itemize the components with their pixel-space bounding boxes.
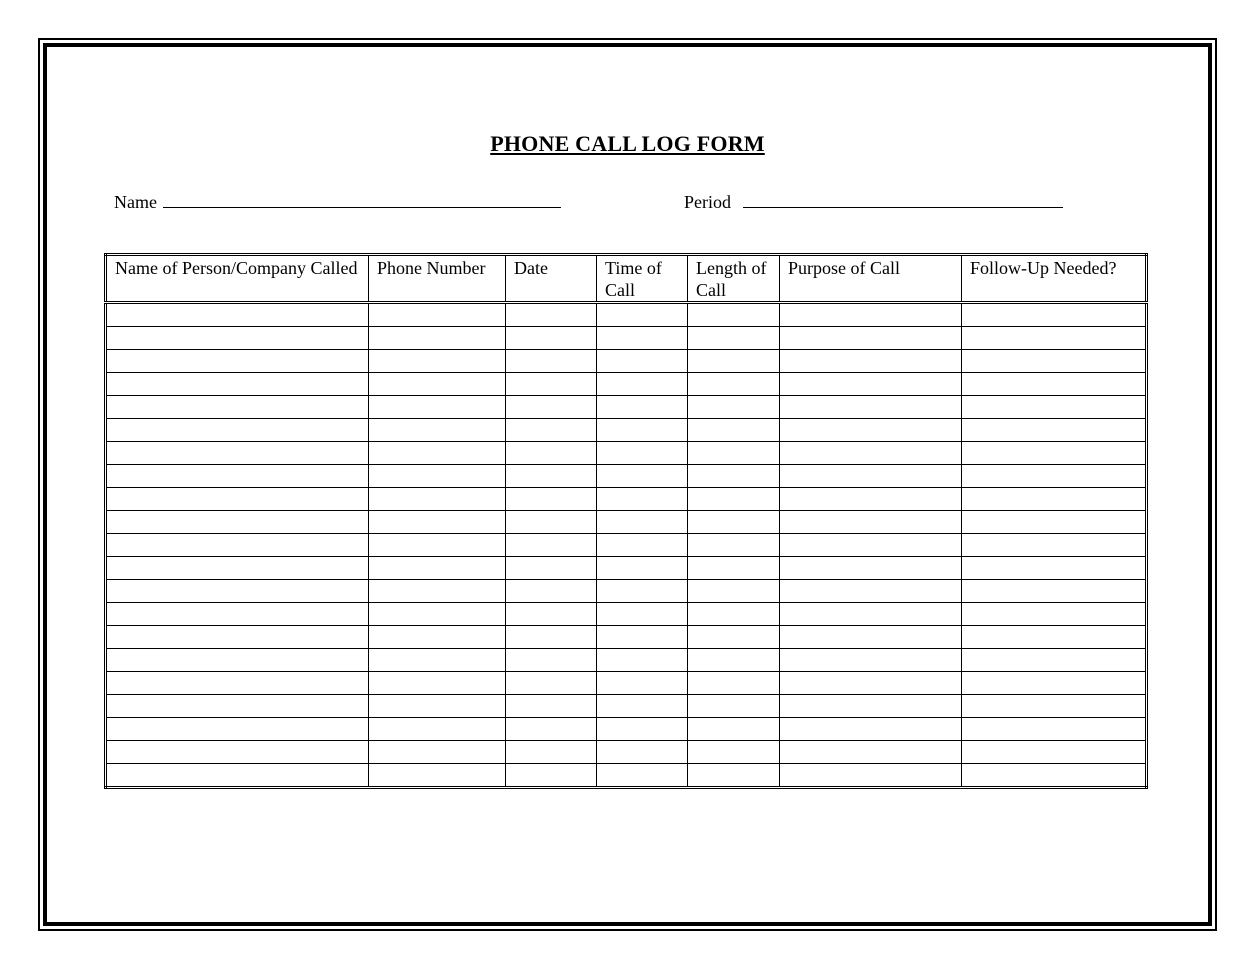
table-cell[interactable] — [962, 442, 1147, 465]
table-cell[interactable] — [369, 718, 506, 741]
table-cell[interactable] — [506, 442, 597, 465]
table-cell[interactable] — [780, 511, 962, 534]
table-row — [106, 741, 1147, 764]
table-cell[interactable] — [688, 580, 780, 603]
table-body — [106, 303, 1147, 788]
table-cell[interactable] — [688, 442, 780, 465]
table-cell[interactable] — [506, 557, 597, 580]
table-cell[interactable] — [962, 580, 1147, 603]
table-cell[interactable] — [369, 534, 506, 557]
table-cell[interactable] — [506, 718, 597, 741]
table-cell[interactable] — [688, 557, 780, 580]
table-cell[interactable] — [106, 580, 369, 603]
name-field — [114, 191, 561, 213]
table-cell[interactable] — [780, 303, 962, 327]
table-cell[interactable] — [962, 488, 1147, 511]
table-header-row — [106, 255, 1147, 303]
table-cell[interactable] — [369, 557, 506, 580]
table-row — [106, 396, 1147, 419]
table-cell[interactable] — [688, 695, 780, 718]
table-row — [106, 718, 1147, 741]
column-header-length-of-call: Length of Call — [688, 255, 780, 303]
table-cell[interactable] — [106, 511, 369, 534]
table-cell[interactable] — [780, 534, 962, 557]
table-row — [106, 373, 1147, 396]
table-cell[interactable] — [780, 465, 962, 488]
table-cell[interactable] — [688, 419, 780, 442]
table-cell[interactable] — [597, 350, 688, 373]
table-cell[interactable] — [106, 764, 369, 788]
table-cell[interactable] — [688, 396, 780, 419]
table-row — [106, 534, 1147, 557]
table-cell[interactable] — [106, 419, 369, 442]
column-header-purpose-of-call: Purpose of Call — [780, 255, 962, 303]
table-cell[interactable] — [597, 488, 688, 511]
table-cell[interactable] — [962, 373, 1147, 396]
call-log-table — [104, 253, 1148, 789]
table-cell[interactable] — [506, 419, 597, 442]
table-row — [106, 695, 1147, 718]
table-cell[interactable] — [597, 557, 688, 580]
table-cell[interactable] — [369, 396, 506, 419]
column-header-time-of-call: Time of Call — [597, 255, 688, 303]
period-label: Period — [684, 192, 731, 212]
table-cell[interactable] — [369, 511, 506, 534]
table-cell[interactable] — [780, 764, 962, 788]
table-cell[interactable] — [780, 327, 962, 350]
table-cell[interactable] — [780, 373, 962, 396]
table-cell[interactable] — [369, 695, 506, 718]
table-cell[interactable] — [369, 580, 506, 603]
table-cell[interactable] — [597, 672, 688, 695]
table-cell[interactable] — [106, 718, 369, 741]
table-cell[interactable] — [106, 465, 369, 488]
table-cell[interactable] — [597, 373, 688, 396]
table-cell[interactable] — [780, 649, 962, 672]
table-cell[interactable] — [369, 373, 506, 396]
table-cell[interactable] — [106, 350, 369, 373]
table-cell[interactable] — [962, 511, 1147, 534]
table-cell[interactable] — [597, 419, 688, 442]
table-row — [106, 488, 1147, 511]
table-cell[interactable] — [688, 741, 780, 764]
table-cell[interactable] — [106, 488, 369, 511]
table-cell[interactable] — [962, 603, 1147, 626]
table-cell[interactable] — [688, 534, 780, 557]
table-cell[interactable] — [597, 649, 688, 672]
table-cell[interactable] — [962, 396, 1147, 419]
table-cell[interactable] — [688, 672, 780, 695]
table-cell[interactable] — [597, 396, 688, 419]
table-cell[interactable] — [962, 465, 1147, 488]
column-header-name: Name of Person/Company Called — [106, 255, 369, 303]
table-row — [106, 511, 1147, 534]
table-cell[interactable] — [106, 672, 369, 695]
table-cell[interactable] — [597, 511, 688, 534]
table-cell[interactable] — [597, 303, 688, 327]
table-cell[interactable] — [106, 373, 369, 396]
table-cell[interactable] — [597, 603, 688, 626]
table-cell[interactable] — [506, 350, 597, 373]
table-row — [106, 327, 1147, 350]
table-cell[interactable] — [688, 350, 780, 373]
table-row — [106, 580, 1147, 603]
table-cell[interactable] — [962, 718, 1147, 741]
table-cell[interactable] — [688, 465, 780, 488]
table-cell[interactable] — [597, 580, 688, 603]
table-cell[interactable] — [688, 511, 780, 534]
name-input-line[interactable] — [163, 191, 561, 208]
table-cell[interactable] — [688, 649, 780, 672]
table-cell[interactable] — [506, 465, 597, 488]
table-cell[interactable] — [780, 695, 962, 718]
table-cell[interactable] — [506, 603, 597, 626]
table-cell[interactable] — [962, 557, 1147, 580]
table-row — [106, 465, 1147, 488]
table-cell[interactable] — [106, 741, 369, 764]
table-cell[interactable] — [369, 465, 506, 488]
table-cell[interactable] — [506, 626, 597, 649]
table-cell[interactable] — [780, 672, 962, 695]
table-cell[interactable] — [597, 442, 688, 465]
table-cell[interactable] — [780, 557, 962, 580]
table-cell[interactable] — [369, 303, 506, 327]
period-input-line[interactable] — [743, 191, 1063, 208]
table-cell[interactable] — [106, 649, 369, 672]
table-cell[interactable] — [597, 626, 688, 649]
table-cell[interactable] — [369, 442, 506, 465]
table-cell[interactable] — [369, 603, 506, 626]
table-row — [106, 672, 1147, 695]
table-cell[interactable] — [506, 741, 597, 764]
table-cell[interactable] — [780, 603, 962, 626]
table-cell[interactable] — [369, 488, 506, 511]
table-cell[interactable] — [506, 327, 597, 350]
table-cell[interactable] — [106, 534, 369, 557]
table-cell[interactable] — [597, 741, 688, 764]
table-cell[interactable] — [962, 419, 1147, 442]
table-cell[interactable] — [597, 327, 688, 350]
table-cell[interactable] — [688, 603, 780, 626]
name-label: Name — [114, 192, 157, 212]
table-cell[interactable] — [369, 350, 506, 373]
table-row — [106, 350, 1147, 373]
table-cell[interactable] — [106, 695, 369, 718]
table-cell[interactable] — [597, 718, 688, 741]
table-cell[interactable] — [688, 327, 780, 350]
table-cell[interactable] — [780, 580, 962, 603]
table-cell[interactable] — [780, 626, 962, 649]
table-cell[interactable] — [962, 672, 1147, 695]
table-cell[interactable] — [962, 534, 1147, 557]
table-cell[interactable] — [688, 626, 780, 649]
table-cell[interactable] — [506, 649, 597, 672]
table-cell[interactable] — [597, 695, 688, 718]
table-cell[interactable] — [688, 373, 780, 396]
table-cell[interactable] — [597, 534, 688, 557]
table-cell[interactable] — [369, 626, 506, 649]
table-cell[interactable] — [506, 488, 597, 511]
table-cell[interactable] — [506, 764, 597, 788]
table-cell[interactable] — [780, 419, 962, 442]
table-cell[interactable] — [780, 488, 962, 511]
table-cell[interactable] — [106, 396, 369, 419]
table-cell[interactable] — [962, 695, 1147, 718]
column-header-phone-number: Phone Number — [369, 255, 506, 303]
table-cell[interactable] — [688, 718, 780, 741]
table-cell[interactable] — [780, 396, 962, 419]
table-cell[interactable] — [369, 672, 506, 695]
table-cell[interactable] — [962, 350, 1147, 373]
table-cell[interactable] — [369, 741, 506, 764]
table-cell[interactable] — [780, 718, 962, 741]
table-cell[interactable] — [106, 557, 369, 580]
table-row — [106, 626, 1147, 649]
table-cell[interactable] — [506, 511, 597, 534]
table-cell[interactable] — [688, 303, 780, 327]
table-cell[interactable] — [106, 442, 369, 465]
table-cell[interactable] — [506, 373, 597, 396]
table-cell[interactable] — [506, 672, 597, 695]
table-cell[interactable] — [962, 303, 1147, 327]
period-field — [684, 191, 1063, 213]
table-cell[interactable] — [506, 695, 597, 718]
table-row — [106, 419, 1147, 442]
table-cell[interactable] — [106, 327, 369, 350]
table-cell[interactable] — [962, 626, 1147, 649]
table-cell[interactable] — [780, 741, 962, 764]
table-cell[interactable] — [597, 764, 688, 788]
table-cell[interactable] — [962, 327, 1147, 350]
table-cell[interactable] — [780, 442, 962, 465]
table-cell[interactable] — [962, 741, 1147, 764]
table-cell[interactable] — [369, 327, 506, 350]
table-cell[interactable] — [106, 626, 369, 649]
table-cell[interactable] — [506, 534, 597, 557]
table-row — [106, 557, 1147, 580]
table-row — [106, 764, 1147, 788]
page-title: PHONE CALL LOG FORM — [490, 131, 765, 156]
table-cell[interactable] — [506, 303, 597, 327]
table-cell[interactable] — [106, 603, 369, 626]
table-cell[interactable] — [688, 488, 780, 511]
table-row — [106, 442, 1147, 465]
table-cell[interactable] — [369, 649, 506, 672]
table-cell[interactable] — [369, 419, 506, 442]
column-header-follow-up-needed: Follow-Up Needed? — [962, 255, 1147, 303]
table-cell[interactable] — [369, 764, 506, 788]
table-cell[interactable] — [597, 465, 688, 488]
table-cell[interactable] — [506, 396, 597, 419]
table-cell[interactable] — [106, 303, 369, 327]
table-cell[interactable] — [688, 764, 780, 788]
table-cell[interactable] — [962, 764, 1147, 788]
table-row — [106, 603, 1147, 626]
column-header-date: Date — [506, 255, 597, 303]
table-row — [106, 303, 1147, 327]
table-cell[interactable] — [780, 350, 962, 373]
table-row — [106, 649, 1147, 672]
table-cell[interactable] — [962, 649, 1147, 672]
table-cell[interactable] — [506, 580, 597, 603]
